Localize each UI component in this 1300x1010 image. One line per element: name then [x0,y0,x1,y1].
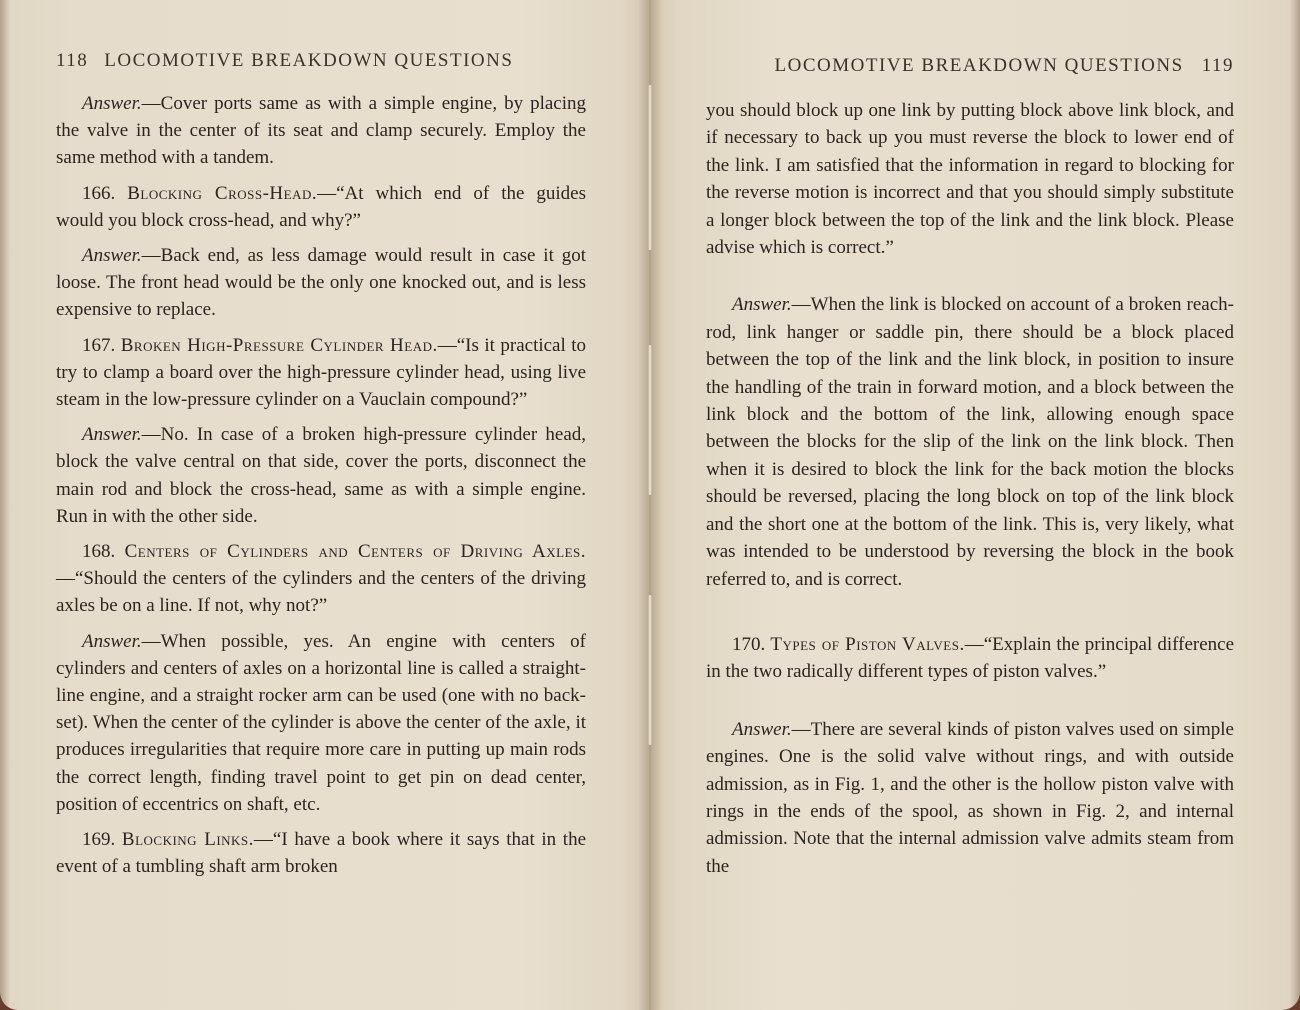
right-edge-shadow [1290,0,1300,1010]
question-text: —“Is it practical to try to clamp a board over the high-pressure cylinder head, using live steam in the low-pressure cylinder on a Vauclain compound?” [56,334,587,411]
question-number: 168. [82,541,116,563]
binding-stitch [648,595,652,745]
running-head-title: LOCOMOTIVE BREAKDOWN QUESTIONS [104,50,514,71]
left-page-body [56,90,586,888]
page-number: 119 [1201,55,1234,76]
question-text: you should block up one link by putting block above link block, and if necessary to back up you must reverse the block to lower end of the link. I am satisfied that the information in regard to blocking for the reverse motion is incorrect and that you should simply substitute a longer block between the top of the link and the link block. Please advise which is correct.” [706,100,1234,259]
answer-text: —Cover ports same as with a simple engine, by placing the valve in the center of its seat and clamp securely. Employ the same method with a tandem. [56,93,586,169]
binding-stitch [648,345,652,495]
question-paragraph [56,538,586,620]
question-heading: Blocking Cross-Head. [127,182,318,204]
question-number: 169. [82,829,116,851]
page-number: 118 [56,50,89,71]
answer-label: Answer. [82,245,142,267]
question-text: —“Should the centers of the cylinders and the centers of the driving axles be on a line. If not, why not?” [56,568,586,617]
right-running-head [706,55,1234,77]
answer-text: —There are several kinds of piston valves used on simple engines. One is the solid valve without rings, and with outside admission, as in Fig. 1, and the other is the hollow piston valve with rings in the ends of the spool, as shown in Fig. 2, and internal admission. Note that the internal admission valve admits steam from the [706,718,1234,877]
answer-label: Answer. [732,294,792,316]
answer-paragraph [56,242,586,324]
continued-question-paragraph [706,97,1234,261]
answer-paragraph [56,421,586,530]
question-heading: Centers of Cylinders and Centers of Driving Axles. [124,541,587,563]
answer-paragraph [56,90,586,172]
question-number: 167. [82,334,116,356]
question-heading: Types of Piston Valves. [770,633,965,655]
answer-paragraph [706,716,1234,880]
question-text: —“At which end of the guides would you block cross-head, and why?” [56,182,587,231]
left-running-head [56,50,586,72]
answer-text: —Back end, as less damage would result in case it got loose. The front head would be the only one knocked out, and is less expensive to replace. [56,245,586,321]
question-number: 170. [732,633,766,655]
question-heading: Broken High-Pressure Cylinder Head. [120,334,438,356]
question-paragraph [56,332,586,414]
binding-stitch [648,85,652,250]
left-edge-shadow [0,0,10,1010]
answer-text: —When possible, yes. An engine with centers of cylinders and centers of axles on a horizontal line is called a straight-line engine, and a straight rocker arm can be used (one with no back-set). When the center of the cylinder is above the center of the axle, it produces irregularities that require more care in putting up main rods the correct length, finding travel point to get pin on dead center, position of eccentrics on shaft, etc. [56,630,586,815]
answer-text: —When the link is blocked on account of a broken reach-rod, link hanger or saddle pin, there should be a block placed between the top of the link and the link block, in position to insure the handling of the train in forward motion, and a block between the link block and the bottom of the link, allowing enough space between the blocks for the slip of the link on the link block. Then when it is desired to block the link for the back motion the blocks should be reversed, placing the long block on top of the link block and the short one at the bottom of the link. This is, very likely, what was intended to be understood by reversing the block in the book referred to, and is correct. [706,294,1234,590]
question-paragraph [56,180,586,234]
answer-label: Answer. [732,718,792,740]
question-heading: Blocking Links. [121,829,254,851]
running-head-title: LOCOMOTIVE BREAKDOWN QUESTIONS [774,55,1184,76]
right-page-body [706,97,1234,888]
answer-label: Answer. [82,93,142,114]
answer-paragraph [706,291,1234,592]
right-page [706,0,1234,1010]
question-text: —“Explain the principal difference in the two radically different types of piston valves.” [706,633,1234,683]
question-text: —“I have a book where it says that in the event of a tumbling shaft arm broken [56,829,587,878]
answer-text: —No. In case of a broken high-pressure cylinder head, block the valve central on that side, cover the ports, disconnect the main rod and block the cross-head, same as with a simple engine. Run in with the other side. [56,424,586,527]
answer-label: Answer. [82,424,142,446]
answer-paragraph [56,628,586,818]
question-paragraph [56,826,586,880]
question-paragraph [706,631,1234,686]
question-number: 166. [82,182,116,204]
left-page [56,0,586,1010]
answer-label: Answer. [82,630,142,652]
